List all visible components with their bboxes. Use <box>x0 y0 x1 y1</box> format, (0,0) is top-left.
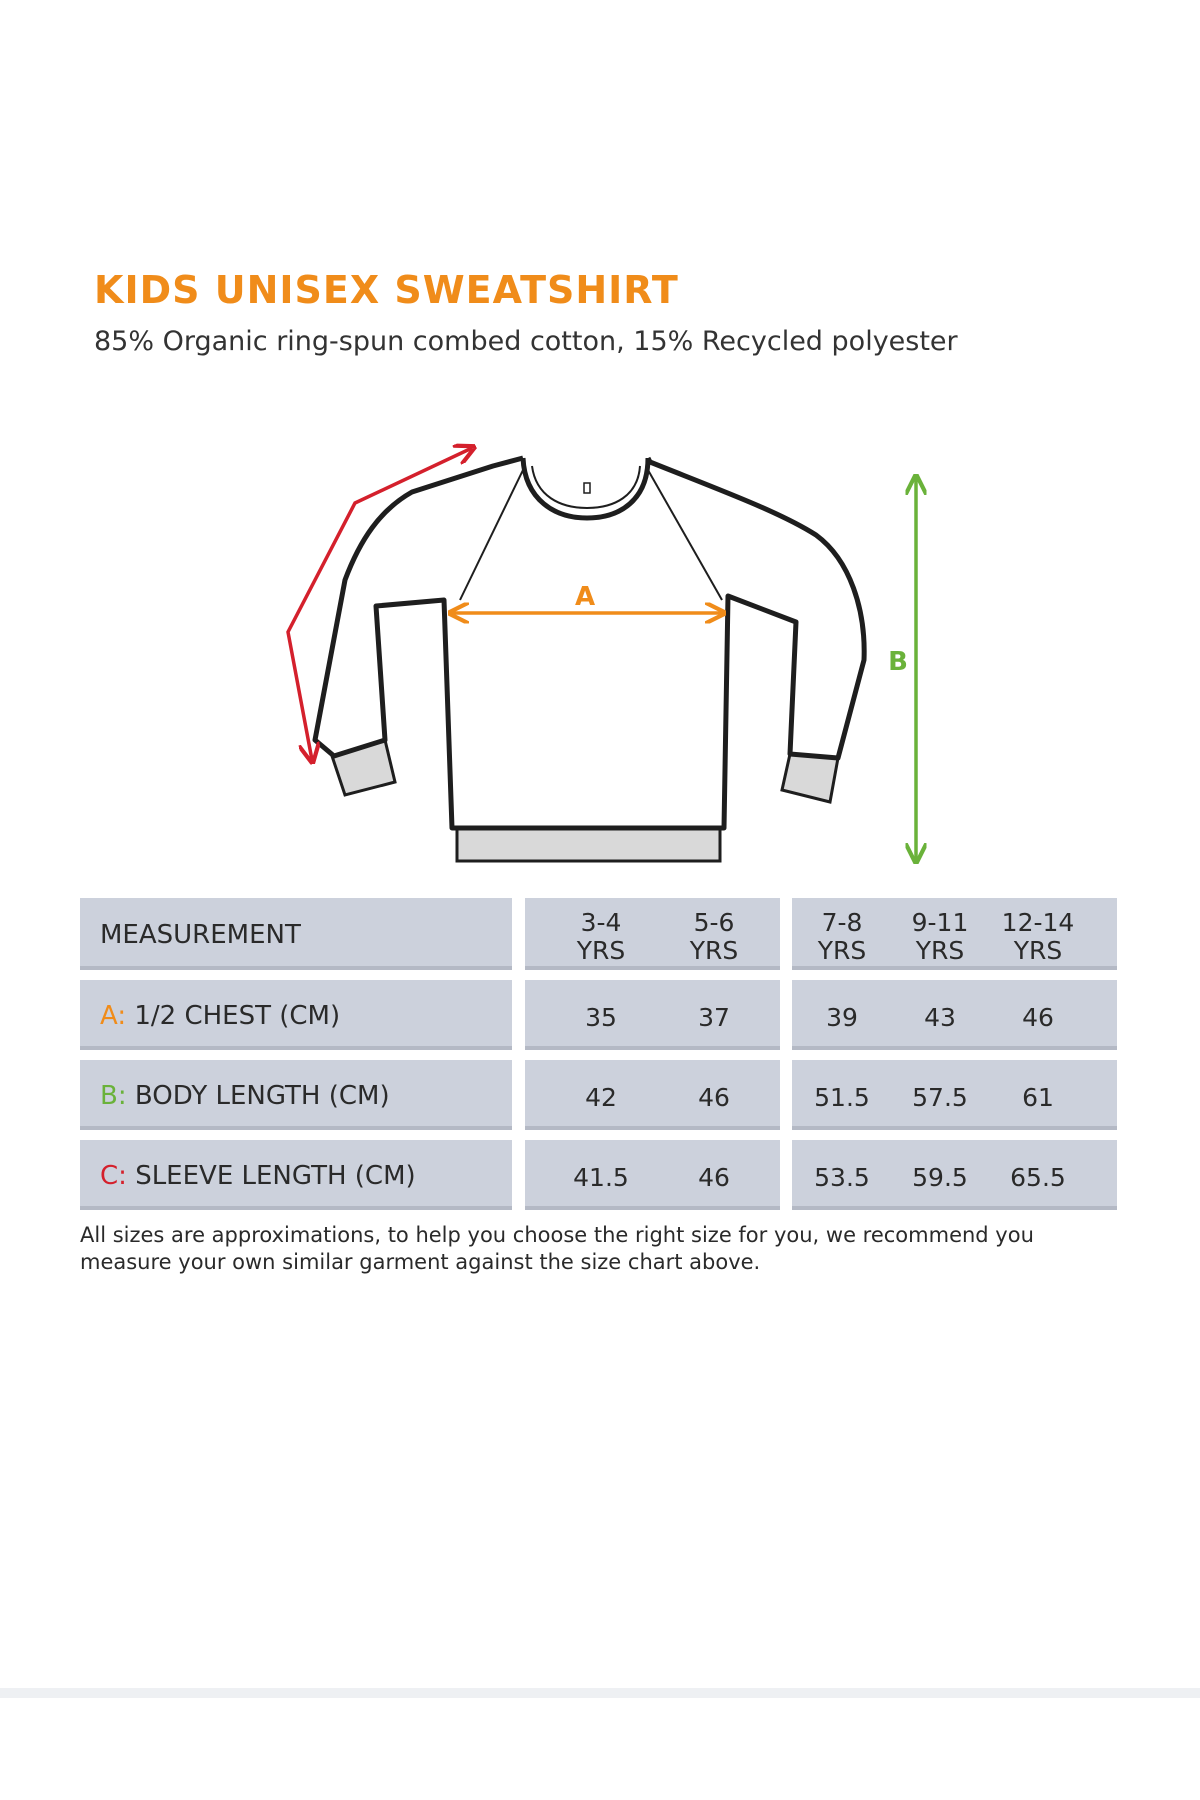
row-c-value: 59.5 <box>912 1163 968 1192</box>
size-header-3-4 <box>551 909 651 965</box>
chest-label-a: A <box>574 582 596 612</box>
size-header-bottom: YRS <box>915 936 965 965</box>
size-header-top: 7-8 <box>821 908 863 937</box>
row-a-value: 46 <box>1022 1003 1054 1032</box>
row-b-value: 57.5 <box>912 1083 968 1112</box>
size-header-top: 12-14 <box>1001 908 1075 937</box>
row-c-value: 65.5 <box>1010 1163 1066 1192</box>
row-b-value: 42 <box>585 1083 617 1112</box>
row-b-letter: B: <box>100 1081 127 1111</box>
row-a-value: 35 <box>585 1003 617 1032</box>
bottom-divider <box>0 1688 1200 1698</box>
measurement-header: MEASUREMENT <box>100 920 301 950</box>
row-b-name: BODY LENGTH (CM) <box>134 1081 390 1111</box>
size-header-5-6 <box>664 909 764 965</box>
size-header-top: 3-4 <box>580 908 622 937</box>
row-a-value: 39 <box>826 1003 858 1032</box>
body-length-label-b: B <box>888 647 908 677</box>
size-header-bottom: YRS <box>689 936 739 965</box>
row-a-letter: A: <box>100 1001 127 1031</box>
row-a-label <box>100 1001 340 1031</box>
row-a-value: 37 <box>698 1003 730 1032</box>
ribbing <box>332 740 838 861</box>
row-c-letter: C: <box>100 1161 127 1191</box>
row-b-label <box>100 1081 390 1111</box>
size-header-9-11 <box>890 909 990 965</box>
size-header-top: 5-6 <box>693 908 735 937</box>
size-header-bottom: YRS <box>1013 936 1063 965</box>
fabric-composition: 85% Organic ring-spun combed cotton, 15% Recycled polyester <box>94 326 958 357</box>
product-title: KIDS UNISEX SWEATSHIRT <box>94 268 679 312</box>
row-a-value: 43 <box>924 1003 956 1032</box>
size-header-12-14 <box>988 909 1088 965</box>
row-c-name: SLEEVE LENGTH (CM) <box>135 1161 416 1191</box>
size-header-bottom: YRS <box>576 936 626 965</box>
row-c-value: 41.5 <box>573 1163 629 1192</box>
size-header-bottom: YRS <box>817 936 867 965</box>
row-b-value: 61 <box>1022 1083 1054 1112</box>
row-c-value: 53.5 <box>814 1163 870 1192</box>
sizing-disclaimer: All sizes are approximations, to help you choose the right size for you, we recommend you measure your own similar garment against the size chart above. <box>80 1223 1034 1274</box>
size-header-top: 9-11 <box>911 908 969 937</box>
collar <box>523 458 648 518</box>
row-c-label <box>100 1161 416 1191</box>
row-b-value: 51.5 <box>814 1083 870 1112</box>
row-b-value: 46 <box>698 1083 730 1112</box>
row-a-name: 1/2 CHEST (CM) <box>134 1001 341 1031</box>
row-c-value: 46 <box>698 1163 730 1192</box>
garment-outline <box>315 458 864 828</box>
size-header-7-8 <box>792 909 892 965</box>
